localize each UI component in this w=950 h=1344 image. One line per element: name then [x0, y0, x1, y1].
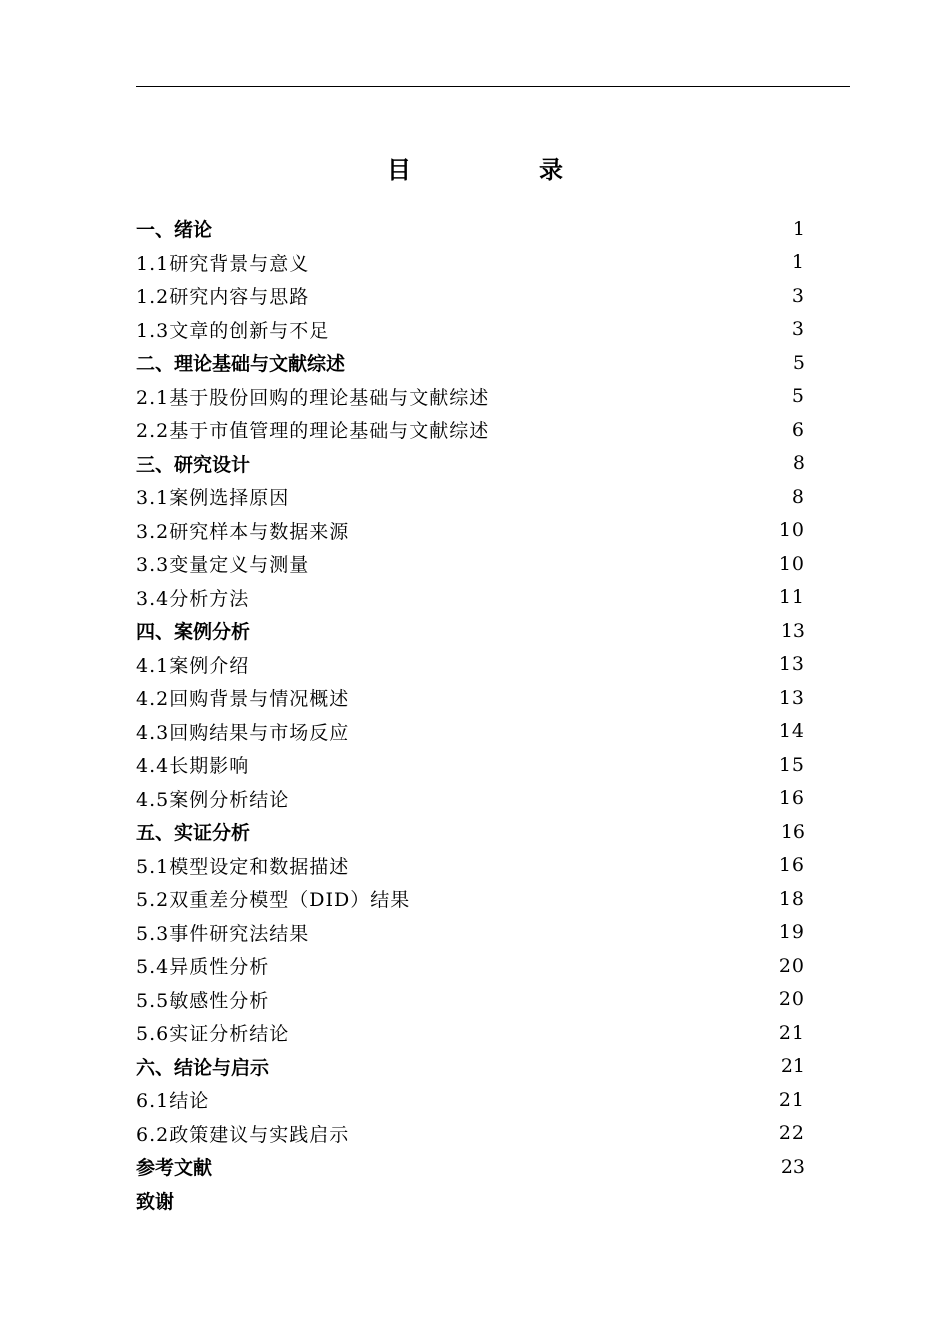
toc-entry-page-number: 6 — [791, 418, 805, 441]
toc-entry-page-number: 16 — [778, 787, 805, 810]
toc-entry-label: 4.4长期影响 — [136, 755, 250, 778]
table-of-contents — [136, 212, 805, 1217]
toc-section-entry[interactable] — [136, 514, 805, 548]
toc-section-entry[interactable] — [136, 882, 805, 916]
toc-entry-label: 6.2政策建议与实践启示 — [136, 1123, 350, 1146]
toc-entry-label: 6.1结论 — [136, 1090, 210, 1113]
toc-entry-page-number: 19 — [778, 921, 805, 944]
toc-entry-label: 1.3文章的创新与不足 — [136, 319, 330, 342]
toc-section-entry[interactable] — [136, 279, 805, 313]
toc-entry-page-number: 13 — [780, 619, 805, 642]
toc-entry-label: 4.5案例分析结论 — [136, 788, 290, 811]
toc-entry-page-number: 15 — [778, 753, 805, 776]
toc-entry-page-number: 21 — [780, 1055, 805, 1078]
toc-entry-label: 六、结论与启示 — [136, 1056, 270, 1079]
toc-entry-label: 五、实证分析 — [136, 822, 251, 845]
toc-entry-page-number: 5 — [791, 385, 805, 408]
toc-section-entry[interactable] — [136, 313, 805, 347]
toc-entry-page-number: 20 — [778, 954, 805, 977]
toc-entry-label: 2.2基于市值管理的理论基础与文献综述 — [136, 420, 490, 443]
toc-entry-label: 4.1案例介绍 — [136, 654, 250, 677]
toc-chapter-entry[interactable] — [136, 1150, 805, 1184]
toc-entry-page-number: 10 — [778, 552, 805, 575]
toc-chapter-entry[interactable] — [136, 212, 805, 246]
toc-section-entry[interactable] — [136, 1016, 805, 1050]
toc-entry-label: 5.5敏感性分析 — [136, 989, 270, 1012]
toc-entry-label: 3.2研究样本与数据来源 — [136, 520, 350, 543]
toc-entry-page-number: 8 — [792, 452, 805, 475]
toc-section-entry[interactable] — [136, 748, 805, 782]
toc-section-entry[interactable] — [136, 949, 805, 983]
toc-entry-page-number: 3 — [791, 318, 805, 341]
toc-entry-label: 一、绪论 — [136, 219, 213, 242]
toc-section-entry[interactable] — [136, 480, 805, 514]
toc-entry-label: 3.3变量定义与测量 — [136, 554, 310, 577]
toc-chapter-entry[interactable] — [136, 614, 805, 648]
toc-section-entry[interactable] — [136, 246, 805, 280]
toc-entry-page-number: 11 — [778, 586, 805, 609]
toc-section-entry[interactable] — [136, 380, 805, 414]
toc-entry-page-number: 10 — [778, 519, 805, 542]
toc-entry-page-number: 18 — [778, 887, 805, 910]
toc-entry-page-number: 13 — [778, 653, 805, 676]
toc-entry-page-number: 21 — [778, 1088, 805, 1111]
toc-title: 目 录 — [387, 156, 615, 184]
toc-entry-page-number: 1 — [792, 217, 805, 240]
toc-chapter-entry[interactable] — [136, 1184, 805, 1218]
toc-section-entry[interactable] — [136, 681, 805, 715]
toc-entry-page-number: 23 — [780, 1155, 805, 1178]
toc-section-entry[interactable] — [136, 1117, 805, 1151]
toc-entry-label: 5.4异质性分析 — [136, 956, 270, 979]
toc-chapter-entry[interactable] — [136, 447, 805, 481]
toc-entry-label: 参考文献 — [136, 1157, 213, 1180]
toc-entry-label: 4.2回购背景与情况概述 — [136, 688, 350, 711]
toc-entry-page-number: 21 — [778, 1021, 805, 1044]
toc-entry-label: 1.2研究内容与思路 — [136, 286, 310, 309]
toc-entry-label: 致谢 — [136, 1190, 175, 1213]
toc-entry-label: 四、案例分析 — [136, 621, 251, 644]
toc-section-entry[interactable] — [136, 1083, 805, 1117]
toc-entry-label: 1.1研究背景与意义 — [136, 252, 310, 275]
toc-entry-page-number: 14 — [778, 720, 805, 743]
toc-entry-page-number: 3 — [791, 284, 805, 307]
toc-section-entry[interactable] — [136, 547, 805, 581]
toc-entry-page-number: 16 — [780, 820, 805, 843]
toc-chapter-entry[interactable] — [136, 346, 805, 380]
toc-entry-page-number: 8 — [791, 485, 805, 508]
toc-entry-label: 5.3事件研究法结果 — [136, 922, 310, 945]
toc-entry-page-number: 20 — [778, 988, 805, 1011]
toc-entry-page-number: 22 — [778, 1122, 805, 1145]
toc-chapter-entry[interactable] — [136, 1050, 805, 1084]
toc-section-entry[interactable] — [136, 782, 805, 816]
toc-section-entry[interactable] — [136, 849, 805, 883]
toc-section-entry[interactable] — [136, 648, 805, 682]
toc-entry-label: 4.3回购结果与市场反应 — [136, 721, 350, 744]
toc-entry-page-number: 16 — [778, 854, 805, 877]
toc-chapter-entry[interactable] — [136, 815, 805, 849]
toc-entry-label: 三、研究设计 — [136, 453, 251, 476]
toc-entry-page-number: 5 — [792, 351, 805, 374]
toc-entry-label: 5.2双重差分模型（DID）结果 — [136, 889, 411, 912]
toc-section-entry[interactable] — [136, 581, 805, 615]
toc-entry-page-number: 13 — [778, 686, 805, 709]
toc-entry-label: 3.4分析方法 — [136, 587, 250, 610]
toc-entry-label: 2.1基于股份回购的理论基础与文献综述 — [136, 386, 490, 409]
toc-section-entry[interactable] — [136, 916, 805, 950]
toc-entry-label: 3.1案例选择原因 — [136, 487, 290, 510]
toc-section-entry[interactable] — [136, 715, 805, 749]
toc-section-entry[interactable] — [136, 983, 805, 1017]
toc-section-entry[interactable] — [136, 413, 805, 447]
toc-entry-label: 二、理论基础与文献综述 — [136, 353, 346, 376]
toc-entry-label: 5.1模型设定和数据描述 — [136, 855, 350, 878]
header-rule — [136, 86, 850, 87]
toc-entry-label: 5.6实证分析结论 — [136, 1023, 290, 1046]
toc-entry-page-number: 1 — [791, 251, 805, 274]
